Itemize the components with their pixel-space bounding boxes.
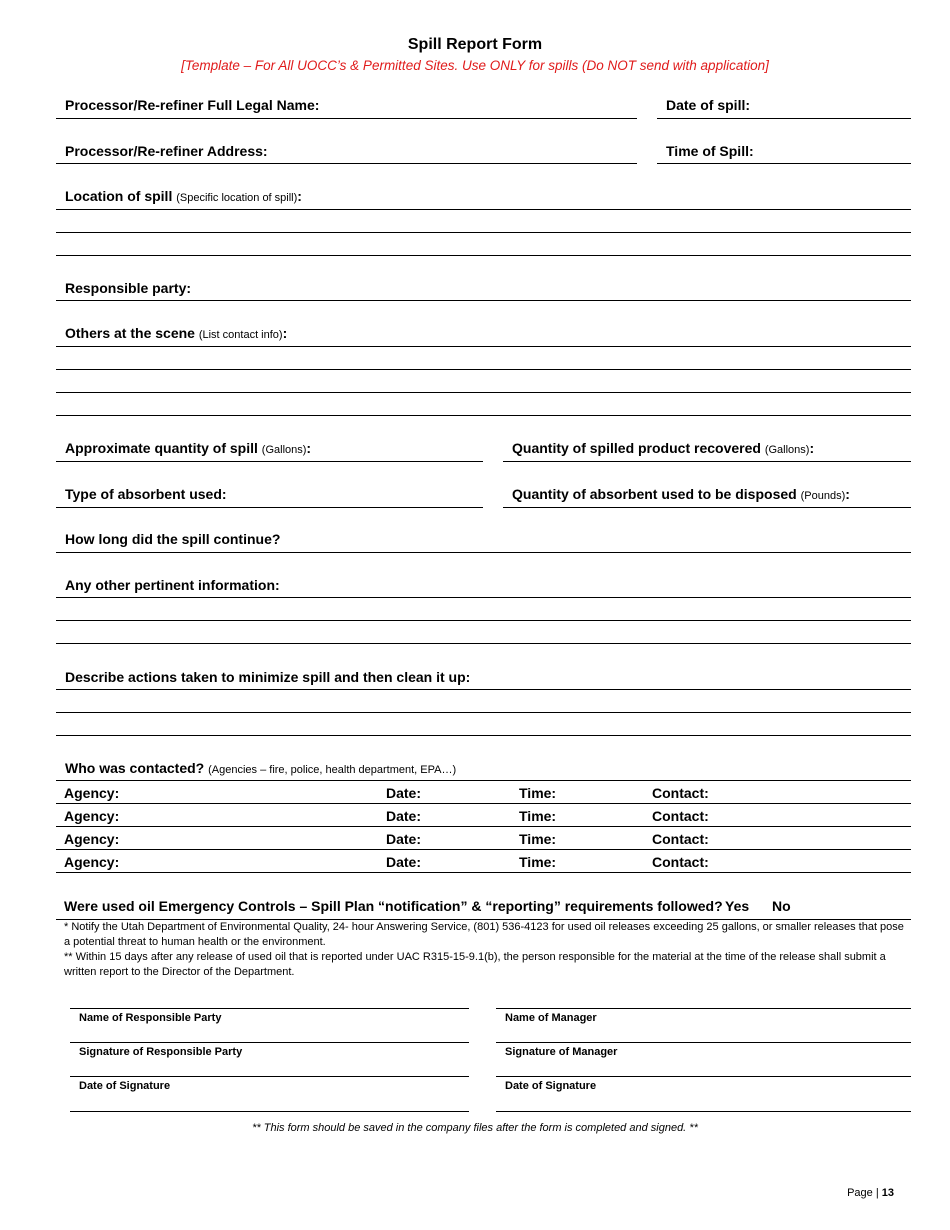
date-signature-left-field[interactable]: [70, 1076, 469, 1112]
others-field[interactable]: [56, 325, 911, 347]
quantity-recovered-label: Quantity of spilled product recovered (Gallons):: [512, 440, 815, 456]
closing-note: ** This form should be saved in the company files after the form is completed and signed. **: [252, 1122, 698, 1134]
footnote-notify: * Notify the Utah Department of Environmental Quality, 24- hour Answering Service, (801) 536-4123 for used oil releases exceeding 25 gallons, or smaller releases that pose a potential threat to human health or the environment.: [64, 921, 904, 948]
processor-name-field[interactable]: [56, 97, 637, 119]
agency-time-label: Time:: [519, 854, 557, 870]
form-title: Spill Report Form: [407, 36, 543, 53]
responsible-party-label: Responsible party:: [65, 280, 192, 296]
date-signature-left-label: Date of Signature: [79, 1080, 171, 1092]
agency-label: Agency:: [64, 854, 120, 870]
agency-time-label: Time:: [519, 831, 557, 847]
absorbent-disposed-field[interactable]: [503, 486, 911, 508]
location-note: (Specific location of spill): [176, 192, 298, 204]
agency-label: Agency:: [64, 808, 120, 824]
absorbent-type-label: Type of absorbent used:: [65, 486, 227, 502]
page-label: Page |: [847, 1187, 879, 1199]
signature-responsible-party-field[interactable]: [70, 1042, 469, 1076]
name-responsible-party-field[interactable]: [70, 1008, 469, 1042]
question-text: Were used oil Emergency Controls – Spill Plan “notification” & “reporting” requirements followed?: [64, 898, 723, 914]
agency-contact-label: Contact:: [652, 785, 709, 801]
agency-row[interactable]: [56, 781, 911, 804]
approx-quantity-label: Approximate quantity of spill (Gallons):: [65, 440, 312, 456]
name-responsible-label: Name of Responsible Party: [79, 1012, 222, 1024]
signature-manager-field[interactable]: [496, 1042, 911, 1076]
page-number: [847, 1187, 894, 1199]
others-line-2[interactable]: [56, 369, 911, 370]
quantity-recovered-field[interactable]: [503, 440, 911, 462]
others-note: (List contact info): [198, 329, 283, 341]
processor-address-field[interactable]: [56, 143, 637, 164]
form-subtitle: [Template – For All UOCC’s & Permitted Sites. Use ONLY for spills (Do NOT send with application]: [181, 58, 769, 73]
location-field[interactable]: [56, 188, 911, 210]
agency-date-label: Date:: [386, 831, 422, 847]
agency-contact-label: Contact:: [652, 831, 709, 847]
other-info-line-3[interactable]: [56, 643, 911, 644]
duration-field[interactable]: [56, 531, 911, 553]
agency-time-label: Time:: [519, 785, 557, 801]
agency-date-label: Date:: [386, 808, 422, 824]
agency-label: Agency:: [64, 831, 120, 847]
date-of-spill-field[interactable]: [657, 97, 911, 119]
date-signature-right-label: Date of Signature: [505, 1080, 597, 1092]
signature-responsible-label: Signature of Responsible Party: [79, 1046, 243, 1058]
agency-date-label: Date:: [386, 854, 422, 870]
no-option[interactable]: No: [772, 898, 791, 914]
time-of-spill-field[interactable]: [657, 143, 911, 164]
date-signature-right-field[interactable]: [496, 1076, 911, 1112]
agency-row[interactable]: [56, 804, 911, 827]
name-manager-label: Name of Manager: [505, 1012, 597, 1024]
actions-line-3[interactable]: [56, 735, 911, 736]
date-of-spill-label: Date of spill:: [666, 97, 751, 113]
processor-address-label: Processor/Re-refiner Address:: [65, 143, 268, 159]
others-line-4[interactable]: [56, 415, 911, 416]
agency-row[interactable]: [56, 850, 911, 873]
emergency-controls-question: [56, 898, 911, 920]
footnote-report: ** Within 15 days after any release of used oil that is reported under UAC R315-15-9.1(b), the person responsible for the material at the time of the release shall submit a written report to the Director of the Department.: [64, 951, 886, 978]
actions-label: Describe actions taken to minimize spill and then clean it up:: [65, 669, 471, 685]
others-label: Others at the scene (List contact info):: [65, 325, 288, 341]
duration-label: How long did the spill continue?: [65, 531, 281, 547]
agency-label: Agency:: [64, 785, 120, 801]
absorbent-disposed-label: Quantity of absorbent used to be disposed (Pounds):: [512, 486, 850, 502]
actions-line-2[interactable]: [56, 712, 911, 713]
absorbent-type-field[interactable]: [56, 486, 483, 508]
processor-name-label: Processor/Re-refiner Full Legal Name:: [65, 97, 320, 113]
agency-date-label: Date:: [386, 785, 422, 801]
actions-field[interactable]: [56, 669, 911, 690]
location-label: Location of spill (Specific location of spill):: [65, 188, 302, 204]
contacted-heading: [56, 760, 911, 781]
signature-manager-label: Signature of Manager: [505, 1046, 618, 1058]
other-info-line-2[interactable]: [56, 620, 911, 621]
others-line-3[interactable]: [56, 392, 911, 393]
agency-row[interactable]: [56, 827, 911, 850]
agency-contact-label: Contact:: [652, 808, 709, 824]
yes-option[interactable]: Yes: [725, 898, 750, 914]
location-line-3[interactable]: [56, 255, 911, 256]
contacted-label: Who was contacted? (Agencies – fire, police, health department, EPA…): [65, 760, 457, 776]
other-info-field[interactable]: [56, 577, 911, 598]
agency-contact-label: Contact:: [652, 854, 709, 870]
approx-quantity-field[interactable]: [56, 440, 483, 462]
agency-time-label: Time:: [519, 808, 557, 824]
page-number-value: 13: [881, 1187, 894, 1199]
location-line-2[interactable]: [56, 232, 911, 233]
responsible-party-field[interactable]: [56, 280, 911, 301]
time-of-spill-label: Time of Spill:: [666, 143, 754, 159]
name-manager-field[interactable]: [496, 1008, 911, 1042]
other-info-label: Any other pertinent information:: [65, 577, 280, 593]
